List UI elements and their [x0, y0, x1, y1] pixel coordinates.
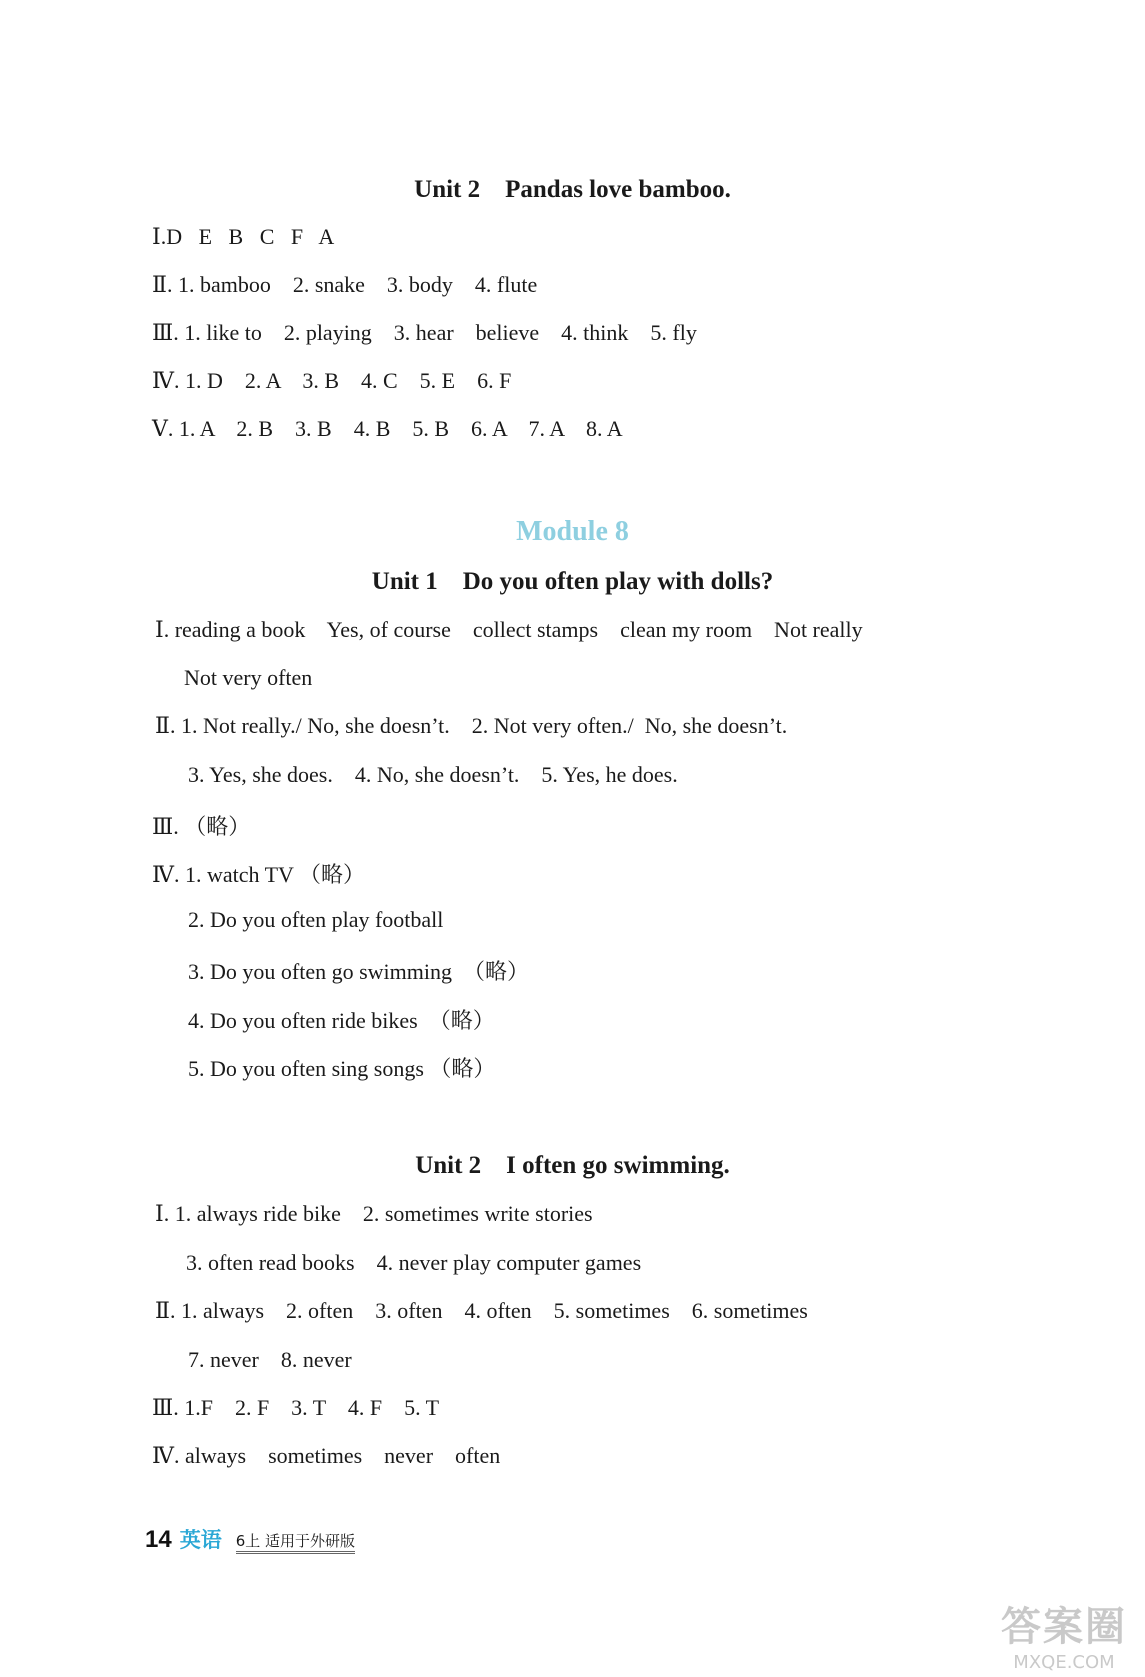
unit2-top-title: Unit 2 Pandas love bamboo.: [414, 176, 731, 203]
watermark-main: 答案圈: [1001, 1604, 1127, 1650]
answer-line: Ⅲ. 1.F 2. F 3. T 4. F 5. T: [152, 1395, 440, 1420]
page-footer: [145, 1524, 355, 1554]
answer-line: Ⅱ. 1. Not really./ No, she doesn’t. 2. Not very often./ No, she doesn’t.: [155, 713, 788, 738]
answer-line: Ⅴ. 1. A 2. B 3. B 4. B 5. B 6. A 7. A 8. A: [152, 416, 623, 441]
answer-line: 3. Yes, she does. 4. No, she doesn’t. 5. Yes, he does.: [188, 762, 678, 787]
unit1-title: Unit 1 Do you often play with dolls?: [371, 568, 774, 595]
answer-line: 2. Do you often play football: [188, 907, 444, 932]
answer-line: 3. Do you often go swimming （略）: [188, 959, 529, 984]
watermark-logo: [1001, 1595, 1127, 1673]
page-number: 14: [145, 1526, 172, 1553]
answer-line: Ⅱ. 1. always 2. often 3. often 4. often 5. sometimes 6. sometimes: [155, 1298, 808, 1323]
answer-line: Ⅱ. 1. bamboo 2. snake 3. body 4. flute: [152, 272, 538, 297]
watermark-url: MXQE.COM: [1013, 1652, 1115, 1673]
edition-label: 6上 适用于外研版: [236, 1533, 355, 1554]
unit2-title: Unit 2 I often go swimming.: [415, 1152, 730, 1179]
answer-line: 7. never 8. never: [188, 1347, 352, 1372]
answer-line: Not very often: [184, 665, 313, 690]
answer-line: 3. often read books 4. never play computer games: [186, 1250, 642, 1275]
module-title: Module 8: [516, 516, 629, 547]
answer-line: Ⅰ. 1. always ride bike 2. sometimes write stories: [155, 1201, 593, 1226]
answer-line: Ⅳ. 1. D 2. A 3. B 4. C 5. E 6. F: [152, 368, 512, 393]
answer-line: 4. Do you often ride bikes （略）: [188, 1008, 495, 1033]
answer-line: Ⅲ. （略）: [152, 814, 251, 839]
answer-line: Ⅰ. reading a book Yes, of course collect stamps clean my room Not really: [155, 617, 863, 642]
answer-line: 5. Do you often sing songs （略）: [188, 1056, 496, 1081]
answer-line: Ⅳ. 1. watch TV （略）: [152, 862, 366, 887]
subject-label: 英语: [179, 1528, 222, 1552]
answer-line: Ⅳ. always sometimes never often: [152, 1443, 501, 1468]
answer-line: Ⅰ.D E B C F A: [152, 224, 335, 249]
answer-line: Ⅲ. 1. like to 2. playing 3. hear believe 4. think 5. fly: [152, 320, 697, 345]
